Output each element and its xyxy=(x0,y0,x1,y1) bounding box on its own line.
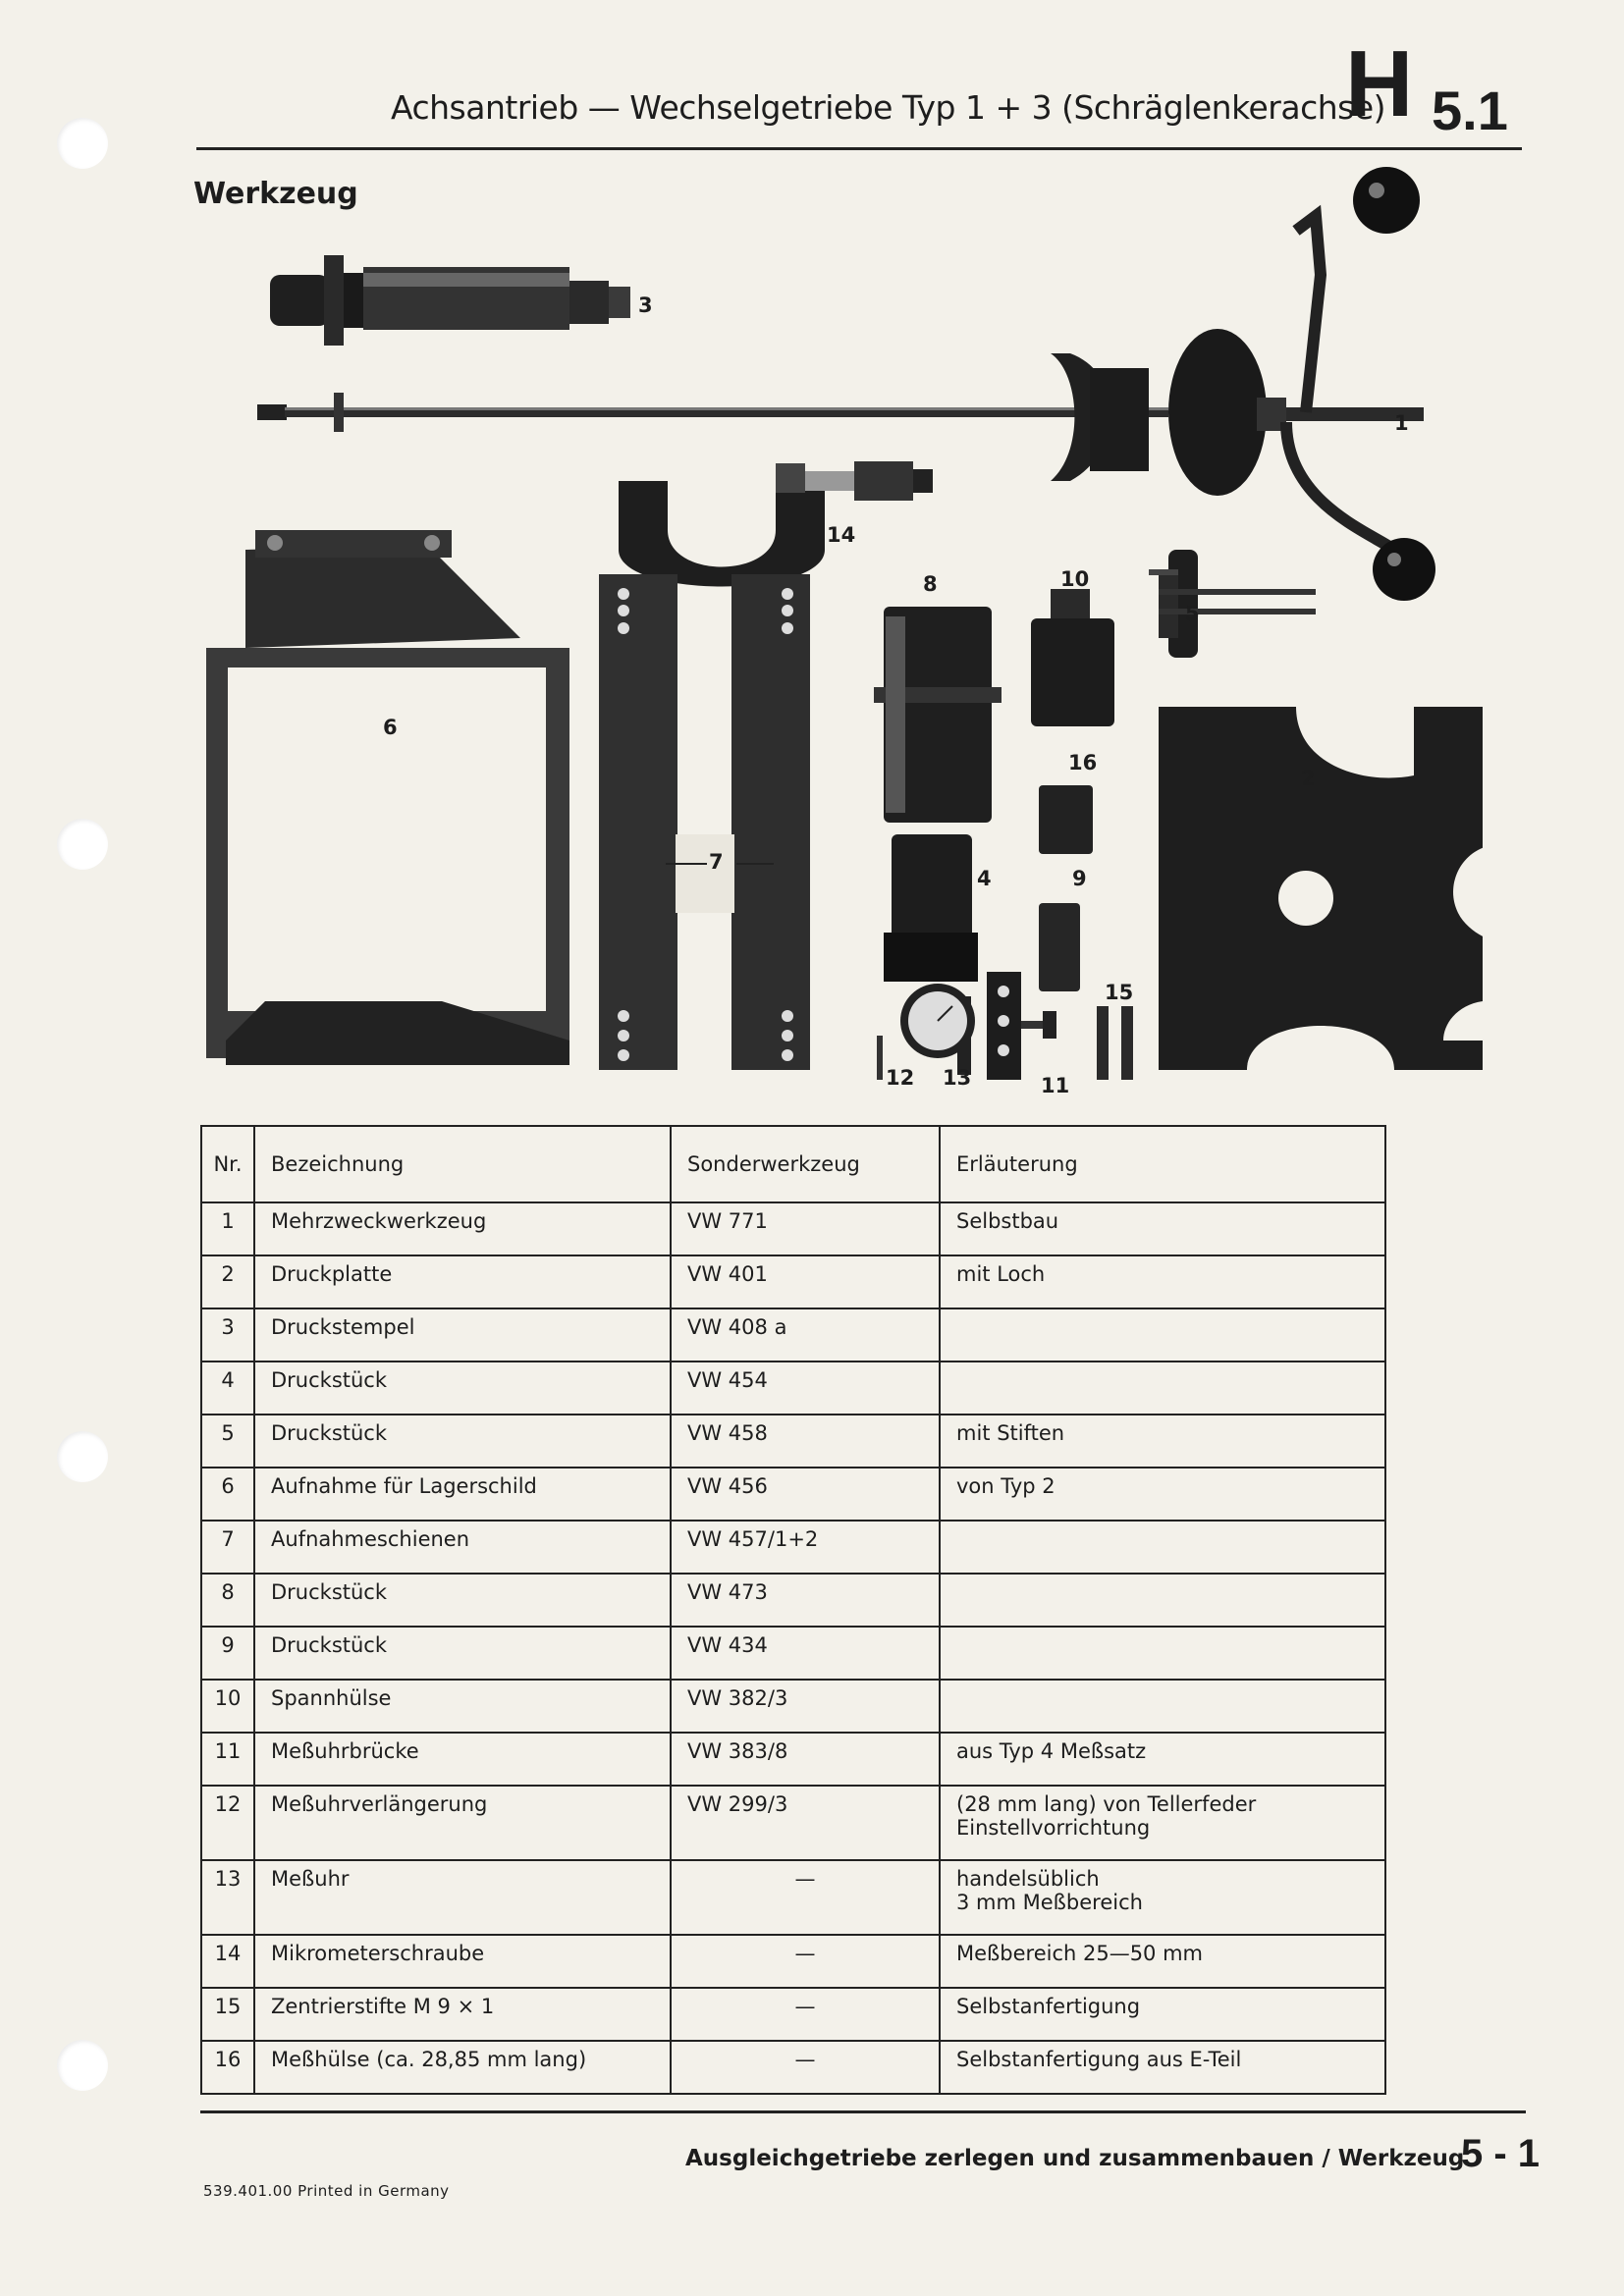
cell-name: Meßuhrbrücke xyxy=(254,1733,671,1786)
figure-label-11: 11 xyxy=(1041,1074,1070,1097)
cell-name: Druckstempel xyxy=(254,1308,671,1362)
cell-note: aus Typ 4 Meßsatz xyxy=(940,1733,1385,1786)
cell-name: Spannhülse xyxy=(254,1680,671,1733)
cell-note xyxy=(940,1680,1385,1733)
table-row xyxy=(201,1202,1385,1255)
cell-nr: 8 xyxy=(201,1574,254,1627)
table-row xyxy=(201,1574,1385,1627)
table-row xyxy=(201,1362,1385,1415)
cell-name: Aufnahmeschienen xyxy=(254,1521,671,1574)
figure-label-8: 8 xyxy=(923,572,938,596)
punch-hole xyxy=(57,2040,108,2091)
figure-label-9: 9 xyxy=(1072,867,1087,890)
tool-2-pressure-plate xyxy=(1159,707,1483,1070)
figure-label-7: 7 xyxy=(709,850,724,874)
cell-nr: 10 xyxy=(201,1680,254,1733)
tool-8-pressure-piece xyxy=(874,607,1001,823)
tool-5-pressure-piece-pins xyxy=(1149,550,1316,658)
table-row xyxy=(201,1415,1385,1468)
footer-title: Ausgleichgetriebe zerlegen und zusammenbauen / Werkzeug xyxy=(685,2146,1465,2171)
tool-table xyxy=(200,1125,1386,2095)
figure-label-4: 4 xyxy=(977,867,992,890)
header-rule xyxy=(196,147,1522,150)
figure-label-15: 15 xyxy=(1105,981,1134,1004)
cell-note: Selbstbau xyxy=(940,1202,1385,1255)
cell-name: Druckstück xyxy=(254,1627,671,1680)
cell-nr: 11 xyxy=(201,1733,254,1786)
cell-note xyxy=(940,1574,1385,1627)
tool-15-centering-pins xyxy=(1097,1006,1133,1080)
cell-name: Zentrierstifte M 9 × 1 xyxy=(254,1988,671,2041)
figure-label-14: 14 xyxy=(827,523,856,547)
table-row xyxy=(201,1860,1385,1935)
table-row xyxy=(201,1680,1385,1733)
cell-note xyxy=(940,1521,1385,1574)
cell-tool: — xyxy=(671,1860,940,1935)
cell-note: von Typ 2 xyxy=(940,1468,1385,1521)
cell-name: Druckstück xyxy=(254,1362,671,1415)
cell-tool: — xyxy=(671,1935,940,1988)
cell-tool: VW 383/8 xyxy=(671,1733,940,1786)
cell-note: mit Stiften xyxy=(940,1415,1385,1468)
cell-name: Mehrzweckwerkzeug xyxy=(254,1202,671,1255)
table-row xyxy=(201,1627,1385,1680)
cell-note: mit Loch xyxy=(940,1255,1385,1308)
table-row xyxy=(201,1786,1385,1860)
cell-tool: — xyxy=(671,2041,940,2094)
cell-tool: — xyxy=(671,1988,940,2041)
cell-nr: 6 xyxy=(201,1468,254,1521)
cell-nr: 16 xyxy=(201,2041,254,2094)
table-row xyxy=(201,2041,1385,2094)
cell-name: Druckstück xyxy=(254,1415,671,1468)
cell-note: (28 mm lang) von Tellerfeder Einstellvorrichtung xyxy=(940,1786,1385,1860)
cell-name: Meßuhr xyxy=(254,1860,671,1935)
figure-label-5: 5 xyxy=(1185,602,1200,625)
table-row xyxy=(201,1468,1385,1521)
cell-tool: VW 401 xyxy=(671,1255,940,1308)
tool-16-measuring-sleeve xyxy=(1039,785,1093,854)
tools-photo xyxy=(187,157,1483,1109)
cell-name: Druckplatte xyxy=(254,1255,671,1308)
table-row xyxy=(201,1521,1385,1574)
cell-note: Selbstanfertigung aus E-Teil xyxy=(940,2041,1385,2094)
tool-4-pressure-piece xyxy=(884,834,978,982)
section-code-letter: H xyxy=(1345,31,1412,136)
cell-nr: 9 xyxy=(201,1627,254,1680)
cell-tool: VW 434 xyxy=(671,1627,940,1680)
cell-tool: VW 473 xyxy=(671,1574,940,1627)
figure-label-3: 3 xyxy=(638,294,653,317)
cell-tool: VW 454 xyxy=(671,1362,940,1415)
cell-note: Selbstanfertigung xyxy=(940,1988,1385,2041)
cell-tool: VW 299/3 xyxy=(671,1786,940,1860)
table-row xyxy=(201,1733,1385,1786)
cell-name: Aufnahme für Lagerschild xyxy=(254,1468,671,1521)
cell-name: Mikrometerschraube xyxy=(254,1935,671,1988)
figure-label-13: 13 xyxy=(943,1066,972,1090)
cell-note xyxy=(940,1362,1385,1415)
cell-tool: VW 408 a xyxy=(671,1308,940,1362)
cell-note xyxy=(940,1308,1385,1362)
cell-nr: 1 xyxy=(201,1202,254,1255)
table-row xyxy=(201,1988,1385,2041)
cell-tool: VW 771 xyxy=(671,1202,940,1255)
punch-hole xyxy=(57,1431,108,1482)
cell-nr: 4 xyxy=(201,1362,254,1415)
table-row xyxy=(201,1308,1385,1362)
cell-tool: VW 458 xyxy=(671,1415,940,1468)
cell-nr: 14 xyxy=(201,1935,254,1988)
footer-rule xyxy=(200,2110,1526,2113)
cell-nr: 3 xyxy=(201,1308,254,1362)
page-header-title: Achsantrieb — Wechselgetriebe Typ 1 + 3 (Schräglenkerachse) xyxy=(391,88,1386,127)
tool-3-pressing-punch xyxy=(270,255,630,346)
table-header-row xyxy=(201,1126,1385,1202)
cell-nr: 12 xyxy=(201,1786,254,1860)
cell-nr: 7 xyxy=(201,1521,254,1574)
cell-nr: 13 xyxy=(201,1860,254,1935)
cell-nr: 5 xyxy=(201,1415,254,1468)
cell-note: Meßbereich 25—50 mm xyxy=(940,1935,1385,1988)
header-name: Bezeichnung xyxy=(254,1126,671,1202)
section-title: Werkzeug xyxy=(193,177,358,211)
figure-label-10: 10 xyxy=(1060,567,1090,591)
punch-hole xyxy=(57,819,108,870)
cell-tool: VW 382/3 xyxy=(671,1680,940,1733)
cell-name: Meßhülse (ca. 28,85 mm lang) xyxy=(254,2041,671,2094)
figure-label-6: 6 xyxy=(383,716,398,739)
page-number: 5 - 1 xyxy=(1461,2132,1541,2175)
header-nr: Nr. xyxy=(201,1126,254,1202)
cell-tool: VW 456 xyxy=(671,1468,940,1521)
punch-hole xyxy=(57,118,108,169)
tool-14-micrometer xyxy=(619,461,933,587)
cell-name: Druckstück xyxy=(254,1574,671,1627)
tool-9-pressure-piece xyxy=(1039,903,1080,991)
figure-label-1: 1 xyxy=(1394,411,1409,435)
figure-label-12: 12 xyxy=(886,1066,915,1090)
cell-note: handelsüblich 3 mm Meßbereich xyxy=(940,1860,1385,1935)
cell-nr: 2 xyxy=(201,1255,254,1308)
cell-note xyxy=(940,1627,1385,1680)
figure-label-16: 16 xyxy=(1068,751,1098,774)
table-row xyxy=(201,1255,1385,1308)
figure-label-2: 2 xyxy=(1301,767,1316,790)
cell-nr: 15 xyxy=(201,1988,254,2041)
tool-10-clamping-sleeve xyxy=(1031,589,1114,726)
print-code: 539.401.00 Printed in Germany xyxy=(203,2182,450,2200)
table-row xyxy=(201,1935,1385,1988)
cell-name: Meßuhrverlängerung xyxy=(254,1786,671,1860)
tool-7-holding-rails xyxy=(599,574,810,1070)
header-tool: Sonderwerkzeug xyxy=(671,1126,940,1202)
header-note: Erläuterung xyxy=(940,1126,1385,1202)
section-code-number: 5.1 xyxy=(1432,80,1508,141)
cell-tool: VW 457/1+2 xyxy=(671,1521,940,1574)
